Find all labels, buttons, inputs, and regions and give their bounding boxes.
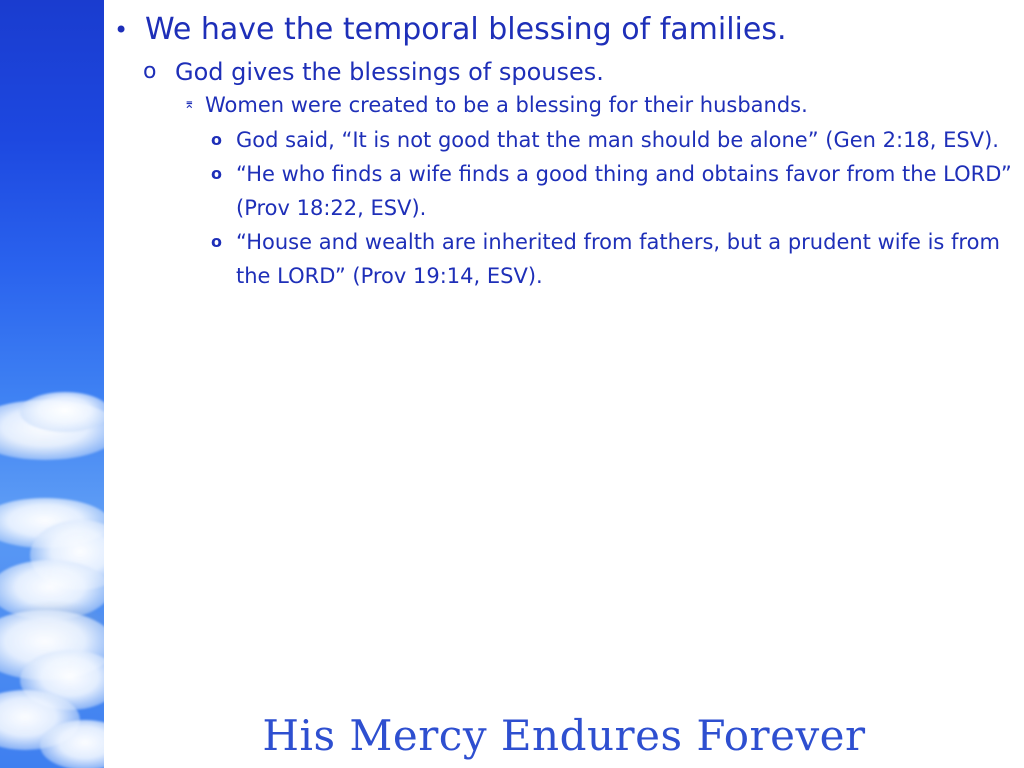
bullet-circle-icon: o (143, 59, 157, 84)
list-item (112, 90, 1017, 120)
footer-title: His Mercy Endures Forever (262, 711, 866, 760)
list-item-text: God gives the blessings of spouses. (175, 58, 604, 86)
bullet-list (112, 8, 1017, 293)
list-item-text: God said, “It is not good that the man should be alone” (Gen 2:18, ESV). (236, 128, 999, 152)
list-item-text: Women were created to be a blessing for their husbands. (205, 93, 808, 117)
list-item (112, 157, 1017, 225)
list-item (112, 225, 1017, 293)
list-item (112, 123, 1017, 157)
sky-clouds-decoration (0, 0, 104, 768)
bullet-bold-circle-icon: o (211, 164, 222, 183)
list-item (112, 8, 1017, 52)
bullet-arrowhead-icon: ⌆ (184, 97, 195, 112)
bullet-bold-circle-icon: o (211, 130, 222, 149)
list-item-text: We have the temporal blessing of families. (145, 12, 787, 47)
list-item-text: “He who finds a wife finds a good thing and obtains favor from the LORD” (Prov 18:22, ESV). (236, 162, 1012, 220)
list-item-text: “House and wealth are inherited from fathers, but a prudent wife is from the LORD” (Prov 19:14, ESV). (236, 230, 1000, 288)
list-item (112, 56, 1017, 88)
bullet-dot-icon: • (114, 16, 129, 44)
bullet-bold-circle-icon: o (211, 232, 222, 251)
